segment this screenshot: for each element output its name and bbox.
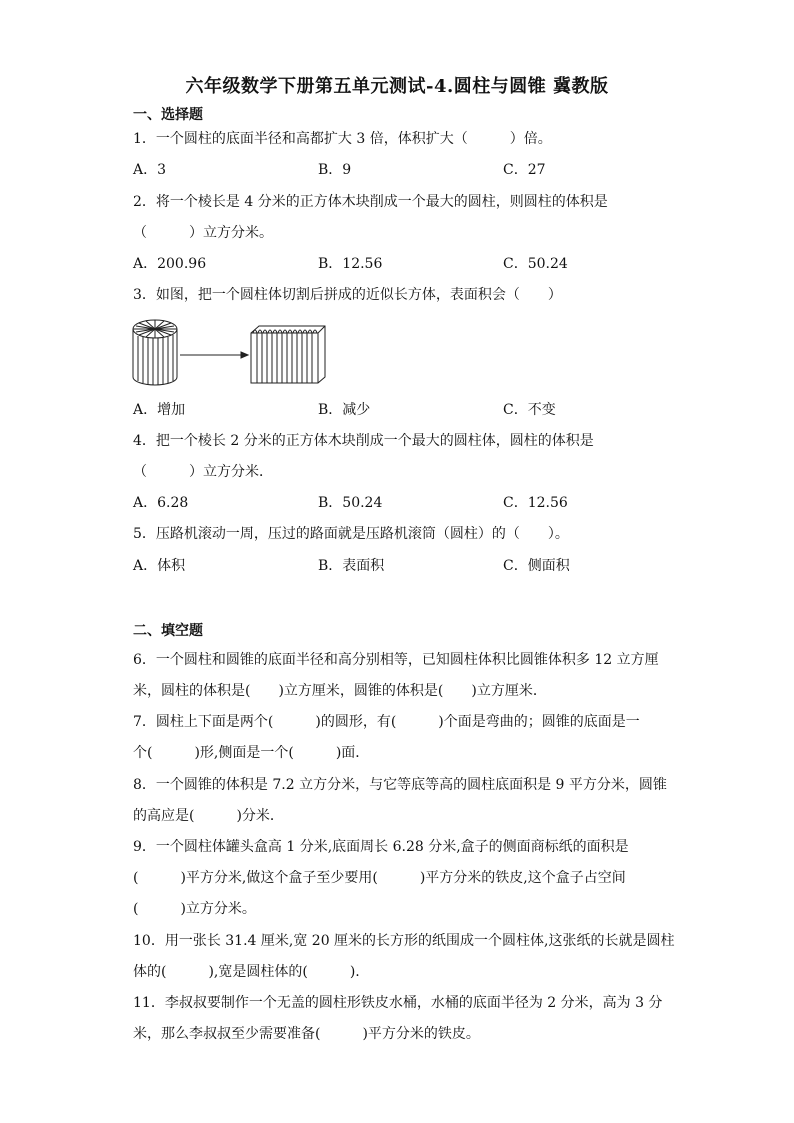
question-4-stem-line-1: 4．把一个棱长 2 分米的正方体木块削成一个最大的圆柱体，圆柱的体积是 [133,433,594,449]
cylinder-drawing [133,320,177,385]
question-1-options [133,161,693,179]
option-b: B．50.24 [318,495,383,511]
arrow-icon [180,352,248,358]
question-9-line-3: ( )立方分米。 [133,901,256,917]
option-c: C．不变 [503,402,556,418]
option-a: A．增加 [133,402,186,418]
question-9-line-2: ( )平方分米,做这个盒子至少要用( )平方分米的铁皮,这个盒子占空间 [133,870,626,886]
question-7-line-2: 个( )形,侧面是一个( )面． [133,745,370,761]
question-5-stem: 5．压路机滚动一周，压过的路面就是压路机滚筒（圆柱）的（ ）。 [133,526,569,542]
question-2-options [133,255,693,273]
page-title: 六年级数学下册第五单元测试-4.圆柱与圆锥 冀教版 [185,76,609,97]
option-c: C．50.24 [503,256,568,272]
option-c: C．12.56 [503,495,568,511]
question-7-line-1: 7．圆柱上下面是两个( )的圆形，有( )个面是弯曲的；圆锥的底面是一 [133,714,640,730]
question-2-stem-line-2: （ ）立方分米。 [133,225,273,241]
cuboid-drawing [251,326,325,383]
question-4-options [133,494,693,512]
question-6-line-1: 6．一个圆柱和圆锥的底面半径和高分别相等，已知圆柱体积比圆锥体积多 12 立方厘 [133,652,659,668]
question-3-options [133,401,693,419]
option-b: B．9 [318,162,352,178]
option-a: A．3 [133,162,167,178]
question-1-stem: 1．一个圆柱的底面半径和高都扩大 3 倍，体积扩大（ ）倍。 [133,131,552,147]
option-c: C．27 [503,162,546,178]
cylinder-to-cuboid-figure [130,317,340,387]
option-b: B．12.56 [318,256,383,272]
question-2-stem-line-1: 2．将一个棱长是 4 分米的正方体木块削成一个最大的圆柱，则圆柱的体积是 [133,194,608,210]
question-11-line-1: 11．李叔叔要制作一个无盖的圆柱形铁皮水桶，水桶的底面半径为 2 分米，高为 3 分 [133,995,663,1011]
question-9-line-1: 9．一个圆柱体罐头盒高 1 分米,底面周长 6.28 分米,盒子的侧面商标纸的面积是 [133,839,629,855]
question-11-line-2: 米，那么李叔叔至少需要准备( )平方分米的铁皮。 [133,1026,480,1042]
option-b: B．减少 [318,402,371,418]
option-b: B．表面积 [318,558,385,574]
question-10-line-1: 10．用一张长 31.4 厘米,宽 20 厘米的长方形的纸围成一个圆柱体,这张纸的长就是圆柱 [133,933,675,949]
question-3-stem: 3．如图，把一个圆柱体切割后拼成的近似长方体，表面积会（ ） [133,287,562,303]
question-8-line-2: 的高应是( )分米． [133,808,284,824]
question-8-line-1: 8．一个圆锥的体积是 7.2 立方分米，与它等底等高的圆柱底面积是 9 平方分米，圆锥 [133,777,667,793]
question-6-line-2: 米，圆柱的体积是( )立方厘米，圆锥的体积是( )立方厘米． [133,683,547,699]
section-heading-multiple-choice: 一、选择题 [133,107,203,123]
option-a: A．6.28 [133,495,189,511]
section-heading-fill-in: 二、填空题 [133,623,203,639]
option-a: A．体积 [133,558,186,574]
option-c: C．侧面积 [503,558,570,574]
question-10-line-2: 体的( ),宽是圆柱体的( ). [133,964,360,980]
option-a: A．200.96 [133,256,207,272]
question-4-stem-line-2: （ ）立方分米． [133,464,273,480]
question-5-options [133,557,693,575]
